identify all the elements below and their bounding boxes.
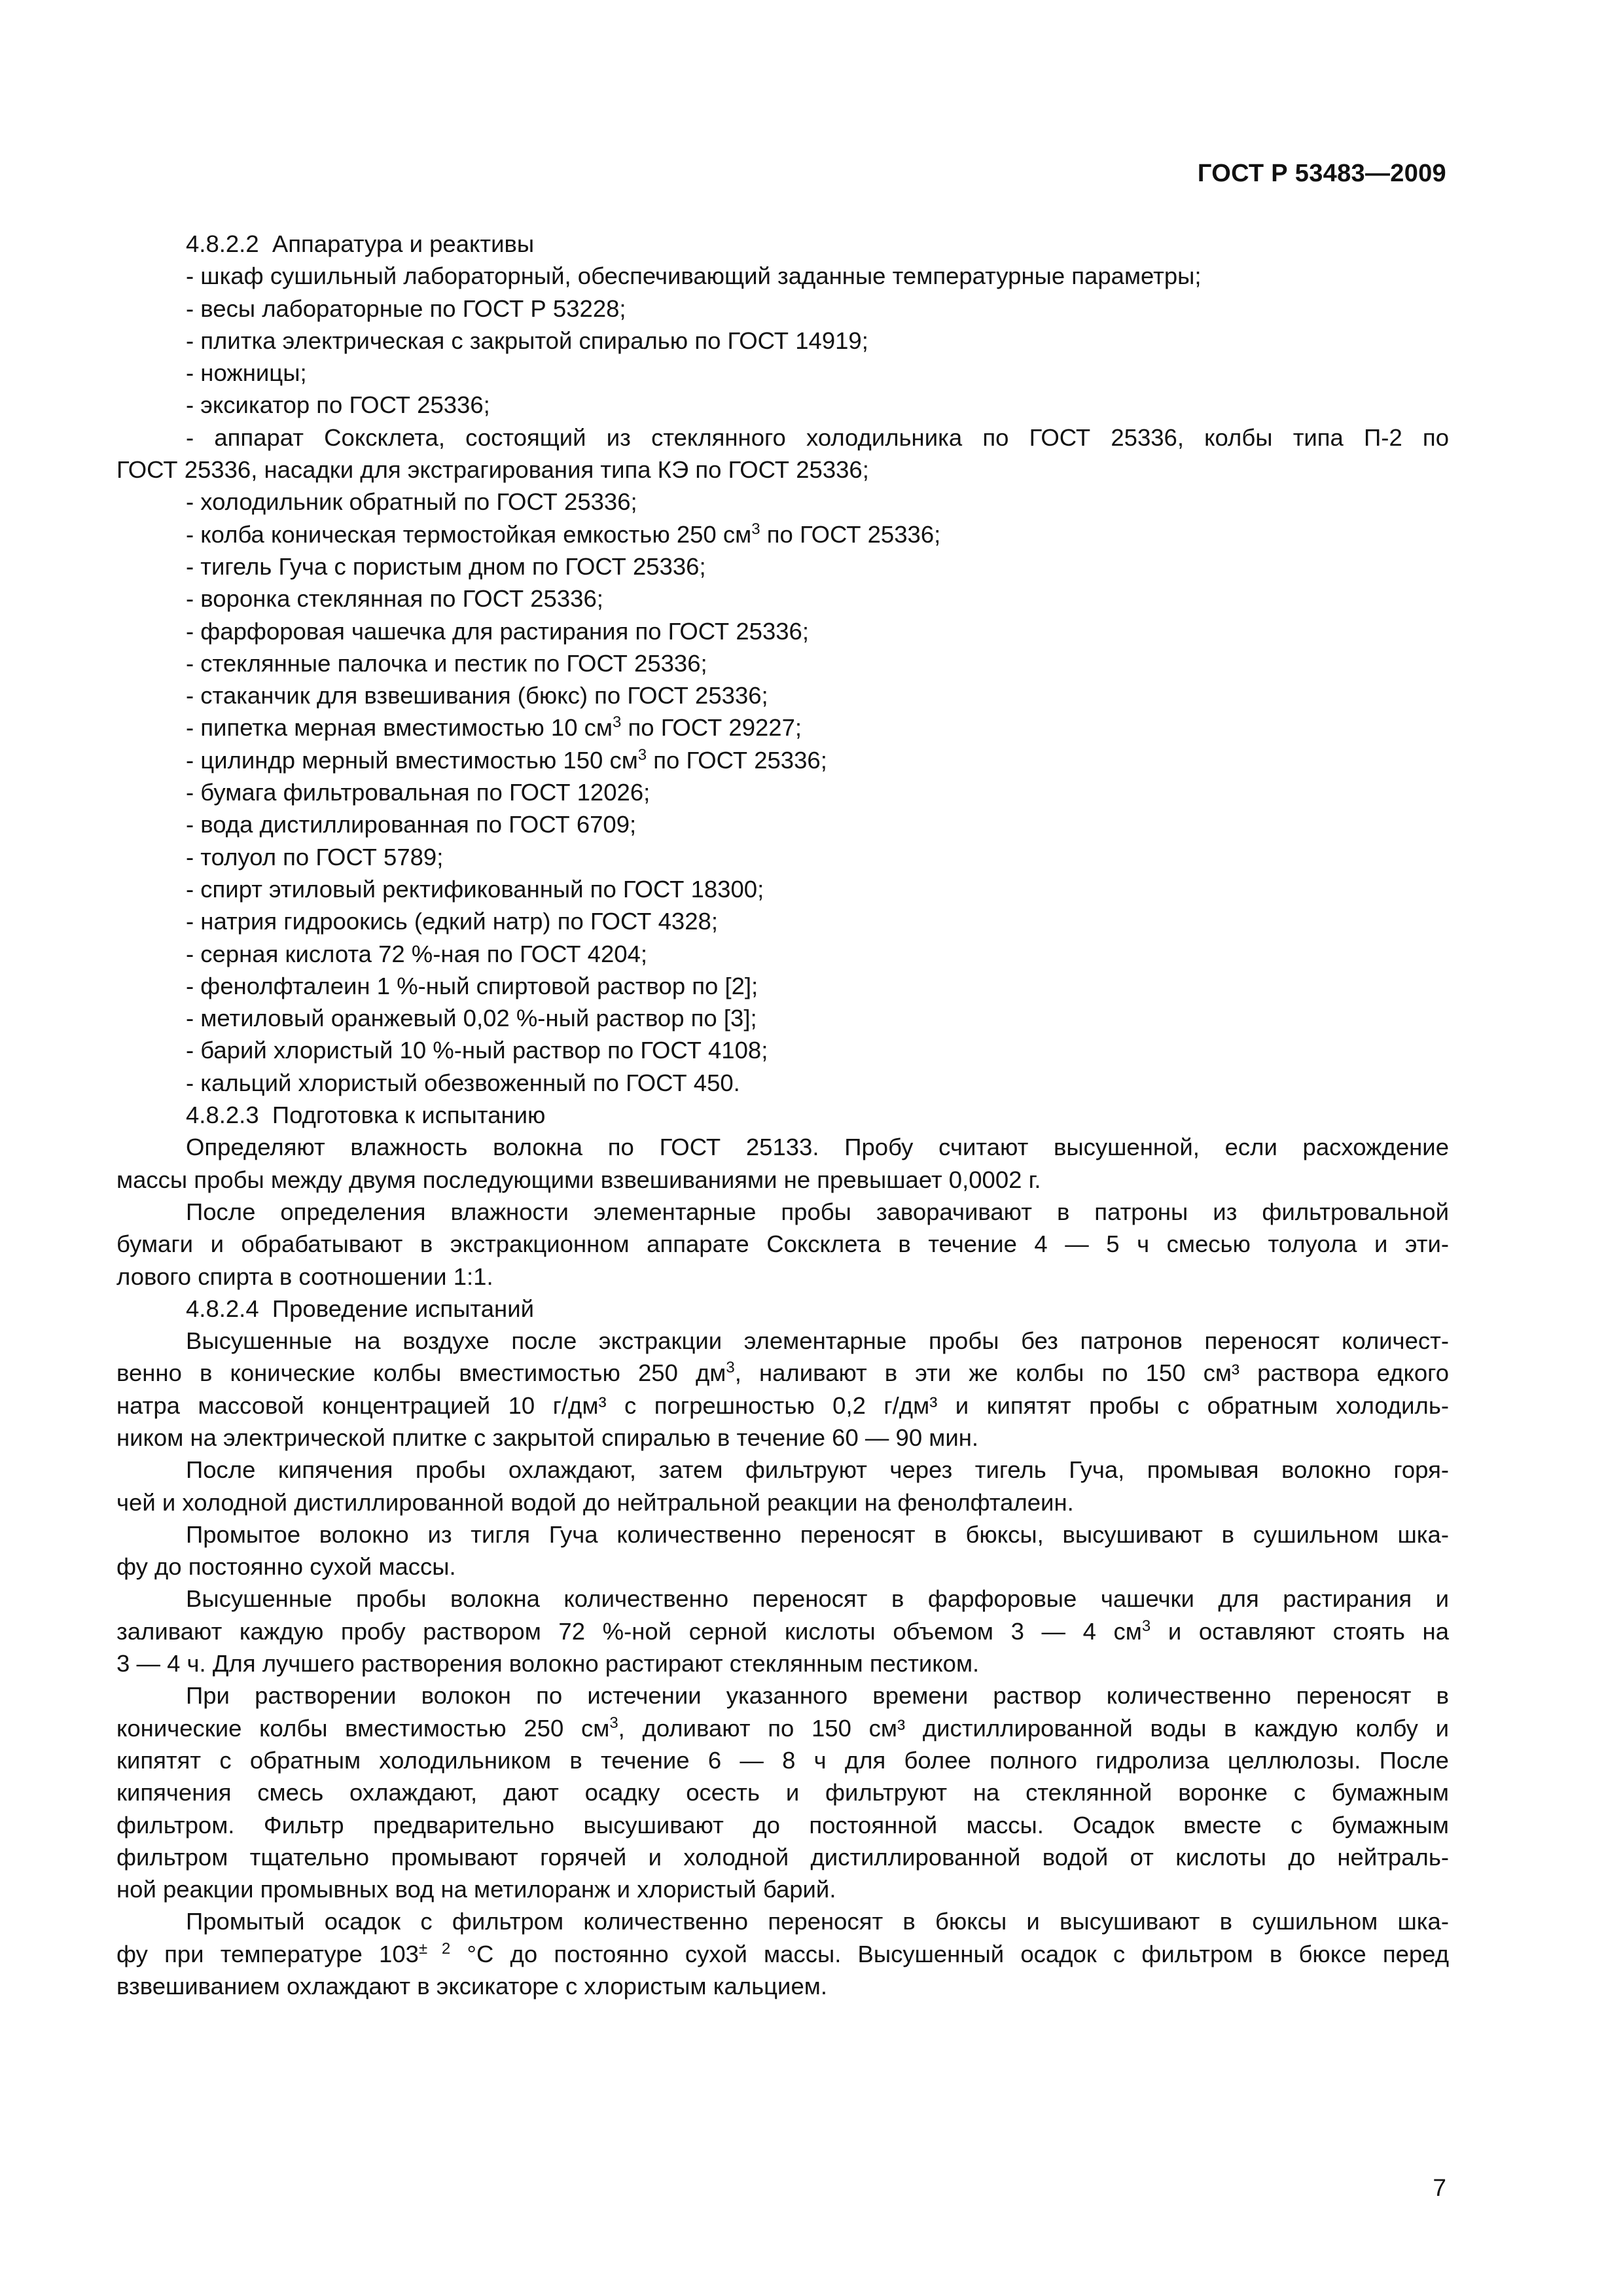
text-line: - стаканчик для взвешивания (бюкс) по ГОСТ 25336; (186, 682, 768, 709)
text-line: - плитка электрическая с закрытой спиралью по ГОСТ 14919; (186, 327, 868, 354)
text-line: - ножницы; (186, 359, 307, 387)
text-line: фильтром. Фильтр предварительно высушивают до постоянной массы. Осадок вместе с бумажным (116, 1811, 1449, 1839)
text-line: фу до постоянно сухой массы. (116, 1553, 456, 1581)
text-line: - вода дистиллированная по ГОСТ 6709; (186, 811, 637, 838)
text-line: фильтром тщательно промывают горячей и холодной дистиллированной водой от кислоты до нейтраль- (116, 1843, 1449, 1871)
text-line: Промытое волокно из тигля Гуча количественно переносят в бюксы, высушивают в сушильном шка- (186, 1520, 1449, 1548)
text-line: ГОСТ 25336, насадки для экстрагирования типа КЭ по ГОСТ 25336; (116, 456, 869, 484)
text-line: конические колбы вместимостью 250 $см^3$, доливают по 150 см³ дистиллированной воды в каждую колбу и (116, 1713, 1449, 1742)
text-line: ником на электрической плитке с закрытой спиралью в течение 60 — 90 мин. (116, 1424, 979, 1451)
text-line: 3 — 4 ч. Для лучшего растворения волокно растирают стеклянным пестиком. (116, 1650, 980, 1677)
text-line: - шкаф сушильный лабораторный, обеспечивающий заданные температурные параметры; (186, 262, 1202, 290)
text-line: 4.8.2.2 Аппаратура и реактивы (186, 230, 535, 257)
document-body (116, 228, 1449, 2002)
document-header-code: ГОСТ Р 53483—2009 (1197, 160, 1446, 187)
text-line: - стеклянные палочка и пестик по ГОСТ 25336; (186, 649, 707, 677)
text-line: ной реакции промывных вод на метилоранж и хлористый барий. (116, 1876, 836, 1903)
text-line: - барий хлористый 10 %-ный раствор по ГОСТ 4108; (186, 1037, 768, 1064)
text-line: - фенолфталеин 1 %-ный спиртовой раствор по [2]; (186, 972, 758, 999)
text-line: - колба коническая термостойкая емкостью 250 $см^3$ по ГОСТ 25336; (186, 520, 941, 548)
text-line: - спирт этиловый ректификованный по ГОСТ 18300; (186, 875, 764, 903)
text-line: Высушенные на воздухе после экстракции элементарные пробы без патронов переносят количест- (186, 1327, 1449, 1355)
text-line: - эксикатор по ГОСТ 25336; (186, 391, 490, 419)
text-line: После определения влажности элементарные пробы заворачивают в патроны из фильтровальной (186, 1198, 1449, 1225)
page-number: 7 (1433, 2174, 1446, 2201)
text-line: венно в конические колбы вместимостью 250 $дм^3$, наливают в эти же колбы по 150 см³ раствора едкого (116, 1359, 1449, 1387)
text-line: Промытый осадок с фильтром количественно переносят в бюксы и высушивают в сушильном шка- (186, 1908, 1449, 1935)
text-line: массы пробы между двумя последующими взвешиваниями не превышает 0,0002 г. (116, 1166, 1041, 1193)
text-line: взвешиванием охлаждают в эксикаторе с хлористым кальцием. (116, 1973, 827, 2000)
text-line: заливают каждую пробу раствором 72 %-ной серной кислоты объемом 3 — 4 $см^3$ и оставляют стоять на (116, 1617, 1449, 1645)
text-line: - тигель Гуча с пористым дном по ГОСТ 25336; (186, 552, 706, 580)
text-line: - фарфоровая чашечка для растирания по ГОСТ 25336; (186, 617, 809, 645)
text-line: - аппарат Соксклета, состоящий из стеклянного холодильника по ГОСТ 25336, колбы типа П-2 по (186, 423, 1449, 451)
text-line: кипятят с обратным холодильником в течение 6 — 8 ч для более полного гидролиза целлюлозы. После (116, 1746, 1449, 1774)
text-line: - бумага фильтровальная по ГОСТ 12026; (186, 779, 651, 806)
text-line: фу при температуре $103^{\pm 2}$ °С до постоянно сухой массы. Высушенный осадок с фильтром в бюксе перед (116, 1939, 1450, 1967)
text-line: чей и холодной дистиллированной водой до нейтральной реакции на фенолфталеин. (116, 1488, 1074, 1516)
text-line: - серная кислота 72 %-ная по ГОСТ 4204; (186, 940, 648, 967)
text-line: - толуол по ГОСТ 5789; (186, 843, 444, 870)
text-line: - цилиндр мерный вместимостью 150 $см^3$ по ГОСТ 25336; (186, 745, 827, 774)
text-line: - воронка стеклянная по ГОСТ 25336; (186, 585, 603, 613)
text-line: После кипячения пробы охлаждают, затем фильтруют через тигель Гуча, промывая волокно горя- (186, 1456, 1449, 1484)
text-line: 4.8.2.3 Подготовка к испытанию (186, 1102, 546, 1129)
text-line: Определяют влажность волокна по ГОСТ 25133. Пробу считают высушенной, если расхождение (186, 1134, 1449, 1161)
text-line: При растворении волокон по истечении указанного времени раствор количественно переносят в (186, 1682, 1449, 1710)
text-line: лового спирта в соотношении 1:1. (116, 1263, 493, 1290)
text-line: Высушенные пробы волокна количественно переносят в фарфоровые чашечки для растирания и (186, 1585, 1449, 1613)
text-line: 4.8.2.4 Проведение испытаний (186, 1295, 534, 1322)
text-line: - пипетка мерная вместимостью 10 $см^3$ по ГОСТ 29227; (186, 713, 802, 742)
text-line: бумаги и обрабатывают в экстракционном аппарате Соксклета в течение 4 — 5 ч смесью толуола и эти- (116, 1230, 1449, 1258)
text-line: - кальций хлористый обезвоженный по ГОСТ 450. (186, 1069, 740, 1096)
text-line: - весы лабораторные по ГОСТ Р 53228; (186, 295, 626, 322)
text-line: - холодильник обратный по ГОСТ 25336; (186, 488, 637, 516)
text-line: натра массовой концентрацией 10 г/дм³ с погрешностью 0,2 г/дм³ и кипятят пробы с обратным холодиль- (116, 1391, 1449, 1419)
text-line: - метиловый оранжевый 0,02 %-ный раствор по [3]; (186, 1005, 757, 1032)
text-line: кипячения смесь охлаждают, дают осадку осесть и фильтруют на стеклянной воронке с бумажным (116, 1779, 1449, 1806)
text-line: - натрия гидроокись (едкий натр) по ГОСТ 4328; (186, 908, 718, 935)
